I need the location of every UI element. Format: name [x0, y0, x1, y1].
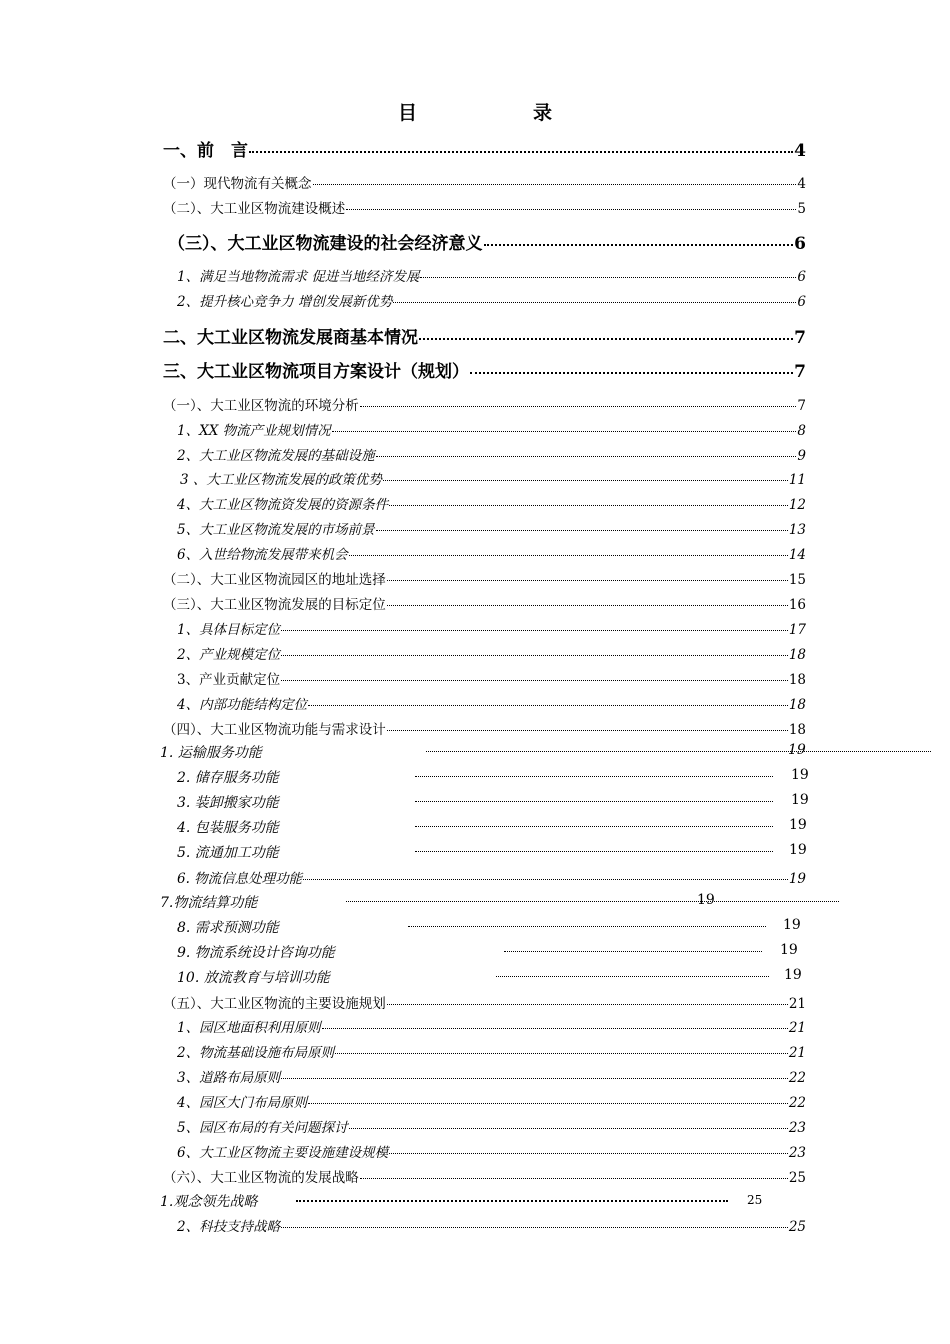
- toc-entry-label: 5、大工业区物流发展的市场前景: [177, 522, 375, 538]
- dot-leader: [303, 879, 788, 880]
- toc-entry[interactable]: [177, 967, 810, 985]
- toc-entry-page: 6: [797, 269, 806, 285]
- toc-entry-page: 23: [788, 1145, 806, 1161]
- dot-leader: [420, 277, 796, 278]
- toc-entry-label: 1、满足当地物流需求 促进当地经济发展: [177, 269, 420, 285]
- toc-entry-page: 11: [788, 472, 806, 488]
- toc-entry[interactable]: [163, 718, 806, 736]
- toc-entry-label: 4. 包装服务功能: [177, 820, 279, 836]
- toc-entry-label: 1. 运输服务功能: [160, 745, 262, 761]
- toc-entry-label: 3、产业贡献定位: [177, 672, 281, 688]
- dot-leader: [335, 1053, 788, 1054]
- dot-leader: [484, 244, 794, 246]
- toc-entry-page: 19: [697, 892, 715, 908]
- dot-leader: [281, 630, 788, 631]
- toc-entry-page: 9: [797, 448, 806, 464]
- dot-leader: [387, 730, 788, 731]
- toc-entry[interactable]: [177, 767, 810, 785]
- toc-entry[interactable]: [177, 543, 806, 561]
- toc-entry[interactable]: [177, 643, 806, 661]
- toc-entry-label: （四）、大工业区物流功能与需求设计: [163, 722, 386, 738]
- dot-leader: [308, 705, 788, 706]
- toc-entry[interactable]: [177, 1141, 806, 1159]
- toc-entry[interactable]: [177, 1066, 806, 1084]
- toc-entry-label: （一）现代物流有关概念: [163, 176, 312, 192]
- toc-entry-label: 6、入世给物流发展带来机会: [177, 547, 348, 563]
- toc-entry-page: 19: [791, 792, 809, 808]
- toc-entry[interactable]: [177, 942, 810, 960]
- toc-entry-label: 7.物流结算功能: [160, 895, 258, 911]
- toc-entry[interactable]: [177, 265, 806, 283]
- toc-entry-page: 21: [788, 1020, 806, 1036]
- toc-entry-page: 22: [788, 1095, 806, 1111]
- dot-leader: [415, 801, 773, 802]
- toc-entry-label: 2、物流基础设施布局原则: [177, 1045, 335, 1061]
- toc-entry-page: 19: [780, 942, 798, 958]
- toc-entry[interactable]: [177, 493, 806, 511]
- toc-entry[interactable]: [163, 172, 806, 190]
- dot-leader: [376, 530, 788, 531]
- toc-entry-label: 3、道路布局原则: [177, 1070, 281, 1086]
- toc-entry-page: 18: [788, 672, 806, 688]
- toc-entry-page: 4: [794, 141, 806, 161]
- toc-entry-page: 15: [788, 572, 806, 588]
- toc-entry-page: 7: [797, 398, 806, 414]
- toc-entry-page: 19: [789, 842, 807, 858]
- dot-leader: [393, 302, 796, 303]
- toc-entry-label: 2、产业规模定位: [177, 647, 281, 663]
- toc-entry-label: （二）、大工业区物流园区的地址选择: [163, 572, 386, 588]
- toc-entry-label: 5、园区布局的有关问题探讨: [177, 1120, 348, 1136]
- toc-entry[interactable]: [160, 742, 810, 760]
- dot-leader: [281, 1227, 788, 1228]
- toc-entry-label: 一、前 言: [163, 141, 248, 161]
- dot-leader: [249, 151, 793, 153]
- toc-entry-page: 25: [788, 1170, 806, 1186]
- toc-entry-label: 1、XX 物流产业规划情况: [177, 423, 331, 439]
- toc-entry[interactable]: [177, 290, 806, 308]
- dot-leader: [415, 776, 773, 777]
- toc-entry[interactable]: [177, 1016, 806, 1034]
- toc-entry-label: 4、大工业区物流资发展的资源条件: [177, 497, 389, 513]
- toc-entry[interactable]: [177, 419, 806, 437]
- toc-entry[interactable]: [177, 1091, 806, 1109]
- toc-entry[interactable]: [177, 618, 806, 636]
- toc-entry-label: 1、具体目标定位: [177, 622, 281, 638]
- toc-entry-page: 6: [797, 294, 806, 310]
- toc-entry-page: 21: [788, 996, 806, 1012]
- dot-leader: [349, 555, 788, 556]
- toc-entry-page: 4: [797, 176, 806, 192]
- dot-leader: [376, 456, 797, 457]
- toc-entry-page: 21: [788, 1045, 806, 1061]
- toc-entry[interactable]: [177, 668, 806, 686]
- dot-leader: [419, 338, 793, 340]
- toc-entry[interactable]: [168, 229, 806, 254]
- toc-entry-label: 1、园区地面积利用原则: [177, 1020, 321, 1036]
- toc-entry[interactable]: [177, 792, 810, 810]
- toc-entry-page: 8: [797, 423, 806, 439]
- dot-leader: [408, 926, 766, 927]
- toc-entry-label: （六）、大工业区物流的发展战略: [163, 1170, 359, 1186]
- toc-entry[interactable]: [177, 693, 806, 711]
- toc-entry[interactable]: [163, 394, 806, 412]
- dot-leader: [496, 976, 769, 977]
- toc-entry-label: 6、大工业区物流主要设施建设规模: [177, 1145, 389, 1161]
- toc-entry-label: 1.观念领先战略: [160, 1194, 258, 1210]
- toc-entry[interactable]: [163, 357, 806, 382]
- toc-entry-label: （三）、大工业区物流发展的目标定位: [163, 597, 386, 613]
- dot-leader: [360, 406, 797, 407]
- toc-entry-page: 19: [788, 742, 806, 758]
- toc-entry[interactable]: [180, 468, 806, 486]
- dot-leader: [281, 680, 788, 681]
- dot-leader: [387, 1004, 788, 1005]
- toc-entry-label: 2、科技支持战略: [177, 1219, 281, 1235]
- toc-entry-page: 7: [794, 328, 806, 348]
- toc-entry-label: 4、内部功能结构定位: [177, 697, 308, 713]
- toc-entry[interactable]: [163, 992, 806, 1010]
- dot-leader: [346, 209, 796, 210]
- dot-leader: [383, 480, 788, 481]
- toc-entry[interactable]: [177, 817, 810, 835]
- dot-leader: [415, 851, 773, 852]
- toc-entry-preface[interactable]: [163, 136, 806, 161]
- toc-entry-label: 2、提升核心竞争力 增创发展新优势: [177, 294, 393, 310]
- toc-entry[interactable]: [177, 842, 810, 860]
- dot-leader: [346, 901, 839, 902]
- toc-entry[interactable]: [163, 593, 806, 611]
- toc-entry-label: 2、大工业区物流发展的基础设施: [177, 448, 375, 464]
- toc-entry-page: 13: [788, 522, 806, 538]
- toc-entry-page: 19: [789, 817, 807, 833]
- toc-entry-page: 6: [794, 234, 806, 254]
- dot-leader: [296, 1200, 728, 1202]
- toc-entry-label: 2. 储存服务功能: [177, 770, 279, 786]
- toc-entry-page: 18: [788, 722, 806, 738]
- toc-entry[interactable]: [177, 1116, 806, 1134]
- toc-entry-page: 14: [788, 547, 806, 563]
- dot-leader: [313, 184, 797, 185]
- toc-entry-page: 22: [788, 1070, 806, 1086]
- toc-entry[interactable]: [177, 1215, 806, 1233]
- toc-entry[interactable]: [160, 1191, 810, 1209]
- toc-title: 目 录: [397, 102, 578, 124]
- toc-entry-label: 三、大工业区物流项目方案设计（规划）: [163, 362, 469, 382]
- toc-entry-page: 16: [788, 597, 806, 613]
- dot-leader: [360, 1178, 788, 1179]
- toc-entry-page: 19: [784, 967, 802, 983]
- toc-entry-label: （一）、大工业区物流的环境分析: [163, 398, 359, 414]
- toc-entry[interactable]: [177, 867, 806, 885]
- dot-leader: [415, 826, 773, 827]
- dot-leader: [389, 505, 788, 506]
- toc-entry-label: 二、大工业区物流发展商基本情况: [163, 328, 418, 348]
- dot-leader: [470, 372, 793, 374]
- toc-entry[interactable]: [163, 568, 806, 586]
- toc-entry-page: 12: [788, 497, 806, 513]
- toc-entry-page: 18: [788, 647, 806, 663]
- dot-leader: [322, 1028, 788, 1029]
- dot-leader: [332, 431, 797, 432]
- dot-leader: [281, 1078, 788, 1079]
- toc-entry-page: 7: [794, 362, 806, 382]
- toc-entry-page: 5: [797, 201, 806, 217]
- toc-entry[interactable]: [163, 323, 806, 348]
- dot-leader: [504, 951, 762, 952]
- toc-entry[interactable]: [177, 1041, 806, 1059]
- toc-entry-label: 3. 装卸搬家功能: [177, 795, 279, 811]
- toc-entry[interactable]: [177, 917, 810, 935]
- toc-entry-page: 17: [788, 622, 806, 638]
- dot-leader: [426, 751, 931, 752]
- toc-entry-label: 5. 流通加工功能: [177, 845, 279, 861]
- dot-leader: [308, 1103, 788, 1104]
- toc-entry-label: 3 、大工业区物流发展的政策优势: [180, 472, 382, 488]
- toc-entry-label: 9. 物流系统设计咨询功能: [177, 945, 335, 961]
- dot-leader: [281, 655, 788, 656]
- toc-entry-label: （五）、大工业区物流的主要设施规划: [163, 996, 386, 1012]
- toc-entry-page: 23: [788, 1120, 806, 1136]
- toc-entry[interactable]: [160, 892, 810, 910]
- toc-entry-label: （二）、大工业区物流建设概述: [163, 201, 346, 217]
- toc-entry-page: 19: [788, 871, 806, 887]
- dot-leader: [349, 1128, 788, 1129]
- toc-entry[interactable]: [163, 197, 806, 215]
- toc-entry-page: 18: [788, 697, 806, 713]
- toc-entry-label: 10. 放流教育与培训功能: [177, 970, 330, 986]
- toc-entry[interactable]: [177, 444, 806, 462]
- toc-entry-page: 19: [783, 917, 801, 933]
- toc-entry-label: 8. 需求预测功能: [177, 920, 279, 936]
- toc-entry[interactable]: [177, 518, 806, 536]
- toc-entry-label: 4、园区大门布局原则: [177, 1095, 308, 1111]
- toc-entry-page: 19: [791, 767, 809, 783]
- toc-entry-label: 6. 物流信息处理功能: [177, 871, 303, 887]
- dot-leader: [387, 580, 788, 581]
- toc-entry-page: 25: [788, 1219, 806, 1235]
- toc-entry[interactable]: [163, 1166, 806, 1184]
- dot-leader: [389, 1153, 788, 1154]
- toc-entry-page: 25: [747, 1193, 763, 1207]
- dot-leader: [387, 605, 788, 606]
- toc-entry-label: （三）、大工业区物流建设的社会经济意义: [168, 234, 483, 254]
